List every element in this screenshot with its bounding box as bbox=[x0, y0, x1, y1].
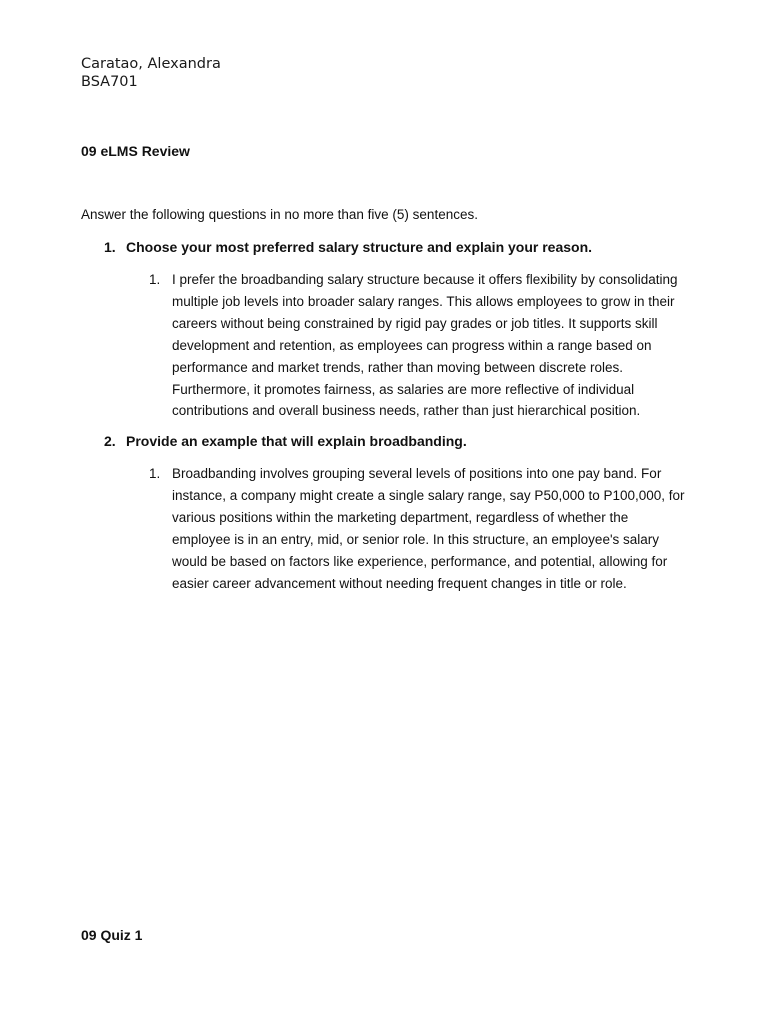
answer-1 bbox=[149, 269, 689, 422]
student-section: BSA701 bbox=[81, 74, 138, 90]
instructions-text: Answer the following questions in no more than five (5) sentences. bbox=[81, 207, 478, 222]
answer-1-number: 1. bbox=[149, 272, 161, 287]
answer-2 bbox=[149, 463, 689, 594]
answer-2-text: Broadbanding involves grouping several levels of positions into one pay band. For instance, a company might create a single salary range, say P50,000 to P100,000, for various positions within the marketing department, regardless of whether the employee is in an entry, mid, or senior role. In this structure, an employee's salary would be based on factors like experience, performance, and potential, allowing for easier career advancement without needing frequent changes in title or role. bbox=[172, 466, 685, 591]
student-name: Caratao, Alexandra bbox=[81, 56, 221, 72]
question-1 bbox=[104, 238, 592, 256]
review-title: 09 eLMS Review bbox=[81, 143, 190, 159]
question-2 bbox=[104, 432, 467, 450]
question-1-number: 1. bbox=[104, 239, 116, 255]
quiz-title: 09 Quiz 1 bbox=[81, 927, 143, 943]
question-1-text: Choose your most preferred salary structure and explain your reason. bbox=[126, 239, 593, 255]
question-2-text: Provide an example that will explain broadbanding. bbox=[126, 433, 467, 449]
student-header bbox=[81, 55, 221, 91]
answer-1-text: I prefer the broadbanding salary structure because it offers flexibility by consolidating multiple job levels into broader salary ranges. This allows employees to grow in their careers without being constrained by rigid pay grades or job titles. It supports skill development and retention, as employees can progress within a range based on performance and market trends, rather than moving between discrete roles. Furthermore, it promotes fairness, as salaries are more reflective of individual contributions and overall business needs, rather than just hierarchical position. bbox=[172, 272, 678, 419]
question-2-number: 2. bbox=[104, 433, 116, 449]
answer-2-number: 1. bbox=[149, 466, 161, 481]
